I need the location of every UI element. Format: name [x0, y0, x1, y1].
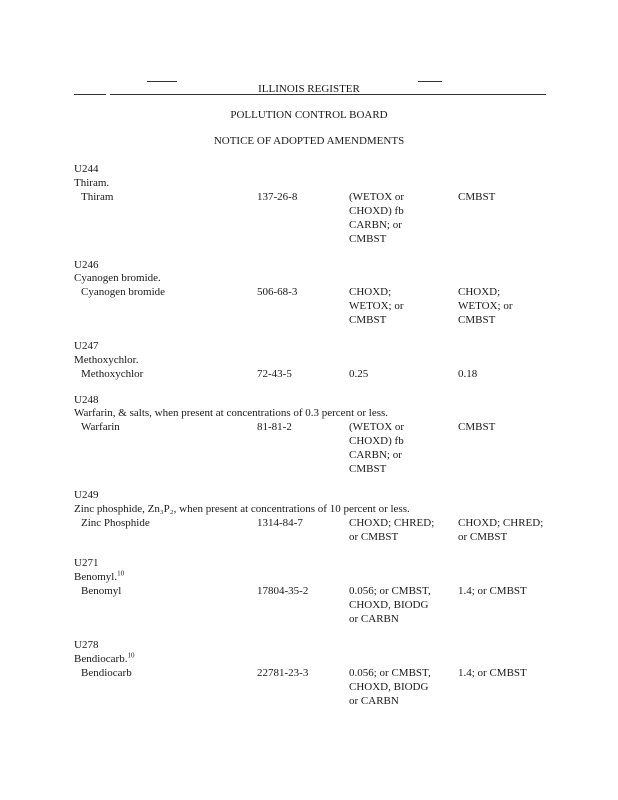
nonwastewater-standard — [458, 420, 495, 434]
constituent-name: Benomyl — [81, 585, 122, 597]
standard-line: (WETOX or — [349, 421, 405, 433]
waste-code: U244 — [74, 163, 99, 175]
waste-description-text: Benomyl. — [74, 571, 118, 583]
waste-description — [74, 570, 124, 584]
waste-description — [74, 406, 388, 420]
waste-description — [74, 652, 134, 666]
standard-line: CARBN; or — [349, 219, 402, 231]
standard-line: 1.4; or CMBST — [458, 667, 527, 679]
constituent-name: Cyanogen bromide — [81, 286, 166, 298]
waste-description-text: Warfarin, & salts, when present at concentrations of 0.3 percent or less. — [74, 407, 389, 419]
cas-number: 22781-23-3 — [257, 667, 309, 679]
standard-line: or CARBN — [349, 695, 399, 707]
standard-line: 1.4; or CMBST — [458, 585, 527, 597]
waste-code: U247 — [74, 340, 99, 352]
footnote-marker: 10 — [117, 569, 125, 578]
header-rule-right — [515, 94, 546, 95]
constituent-name: Methoxychlor — [81, 368, 144, 380]
standard-line: CHOXD, BIODG — [349, 681, 429, 693]
notice-title: NOTICE OF ADOPTED AMENDMENTS — [213, 135, 405, 147]
standard-line: CMBST — [349, 233, 387, 245]
wastewater-standard — [349, 420, 404, 476]
wastewater-standard — [349, 285, 403, 327]
waste-code: U248 — [74, 394, 99, 406]
waste-description-text: Bendiocarb. — [74, 653, 128, 665]
waste-description-text: Thiram. — [74, 177, 110, 189]
header-rule-left — [74, 94, 106, 95]
waste-code: U271 — [74, 557, 99, 569]
waste-description-text: Methoxychlor. — [74, 354, 139, 366]
waste-description — [74, 353, 138, 367]
nonwastewater-standard — [458, 666, 527, 680]
board-name: POLLUTION CONTROL BOARD — [230, 109, 388, 121]
constituent-name: Zinc Phosphide — [81, 517, 150, 529]
nonwastewater-standard — [458, 285, 512, 327]
standard-line: CMBST — [349, 463, 387, 475]
waste-description — [74, 502, 410, 516]
standard-line: (WETOX or — [349, 191, 405, 203]
header-rule — [110, 94, 515, 95]
constituent-name: Bendiocarb — [81, 667, 132, 679]
standard-line: WETOX; or — [458, 300, 513, 312]
standard-line: CHOXD; — [349, 286, 392, 298]
standard-line: 0.056; or CMBST, — [349, 667, 431, 679]
wastewater-standard — [349, 584, 431, 626]
constituent-name: Thiram — [81, 191, 114, 203]
standard-line: CMBST — [458, 191, 496, 203]
cas-number: 506-68-3 — [257, 286, 298, 298]
register-title: ILLINOIS REGISTER — [258, 83, 360, 95]
nonwastewater-standard — [458, 367, 477, 381]
standard-line: 0.25 — [349, 368, 369, 380]
standard-line: CMBST — [458, 314, 496, 326]
standard-line: or CARBN — [349, 613, 399, 625]
cas-number: 17804-35-2 — [257, 585, 309, 597]
cas-number: 137-26-8 — [257, 191, 298, 203]
standard-line: or CMBST — [349, 531, 399, 543]
cas-number: 72-43-5 — [257, 368, 292, 380]
nonwastewater-standard — [458, 190, 495, 204]
waste-description — [74, 176, 109, 190]
standard-line: CHOXD; — [458, 286, 501, 298]
constituent-name: Warfarin — [81, 421, 120, 433]
waste-code: U246 — [74, 259, 99, 271]
standard-line: CHOXD; CHRED; — [458, 517, 544, 529]
standard-line: CHOXD; CHRED; — [349, 517, 435, 529]
cas-number: 81-81-2 — [257, 421, 292, 433]
standard-line: or CMBST — [458, 531, 508, 543]
waste-description — [74, 271, 161, 285]
wastewater-standard — [349, 367, 368, 381]
wastewater-standard — [349, 666, 431, 708]
standard-line: CARBN; or — [349, 449, 402, 461]
standard-line: CHOXD) fb — [349, 205, 404, 217]
waste-description-text: Cyanogen bromide. — [74, 272, 161, 284]
standard-line: CMBST — [458, 421, 496, 433]
standard-line: CHOXD) fb — [349, 435, 404, 447]
cas-number: 1314-84-7 — [257, 517, 303, 529]
standard-line: 0.18 — [458, 368, 478, 380]
standard-line: CMBST — [349, 314, 387, 326]
waste-code: U278 — [74, 639, 99, 651]
standard-line: 0.056; or CMBST, — [349, 585, 431, 597]
footnote-marker: 10 — [127, 651, 135, 660]
standard-line: CHOXD, BIODG — [349, 599, 429, 611]
nonwastewater-standard — [458, 584, 527, 598]
waste-code: U249 — [74, 489, 99, 501]
wastewater-standard — [349, 516, 434, 544]
waste-description-text: Zinc phosphide, Zn₃P₂, when present at concentrations of 10 percent or less. — [74, 503, 410, 515]
wastewater-standard — [349, 190, 404, 246]
standard-line: WETOX; or — [349, 300, 404, 312]
nonwastewater-standard — [458, 516, 543, 544]
